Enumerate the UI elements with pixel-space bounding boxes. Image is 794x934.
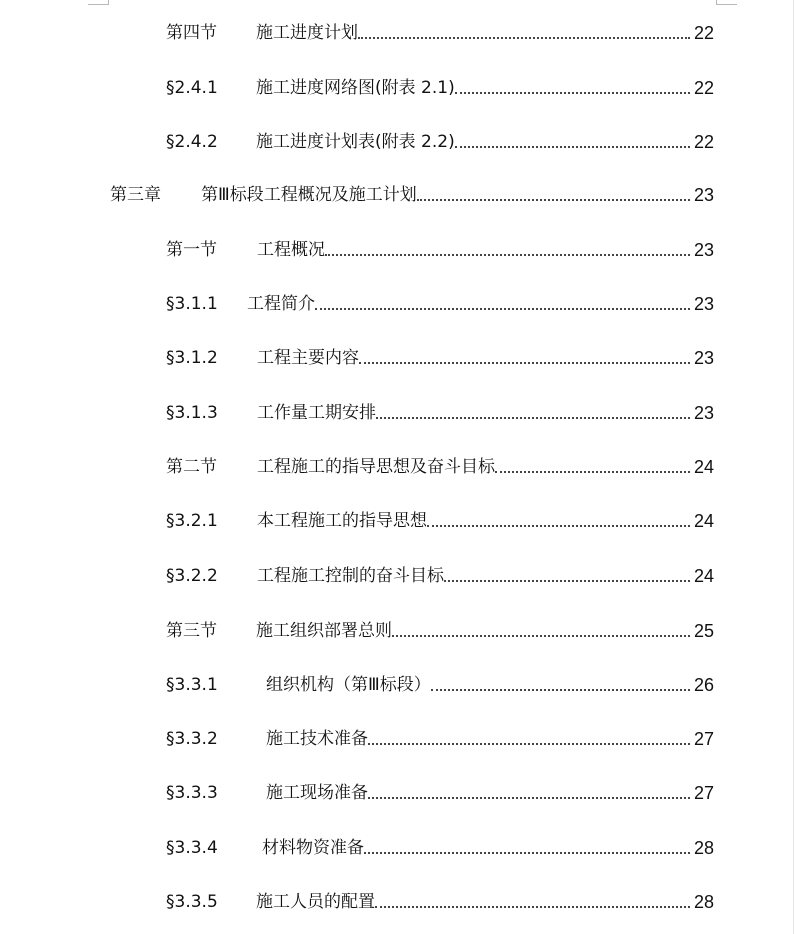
toc-entry[interactable]	[166, 510, 714, 532]
toc-entry-page: 22	[693, 132, 714, 152]
toc-entry-number: §3.3.2	[166, 729, 218, 749]
toc-entry-title: 工程施工的指导思想及奋斗目标	[257, 457, 495, 477]
toc-leader-dots	[315, 293, 690, 315]
toc-entry-title: 第Ⅲ标段工程概况及施工计划	[201, 185, 417, 205]
toc-leader-dots	[427, 510, 690, 532]
toc-entry[interactable]	[166, 620, 714, 642]
toc-leader-dots	[392, 620, 690, 642]
toc-entry-title: 工程概况	[257, 240, 325, 260]
toc-entry[interactable]	[166, 837, 714, 859]
toc-entry-number: §3.2.1	[166, 511, 218, 531]
toc-leader-dots	[376, 402, 690, 424]
toc-entry-page: 22	[693, 78, 714, 98]
toc-entry-title: 施工进度计划表(附表 2.2)	[256, 132, 455, 152]
toc-entry-number: §3.3.5	[166, 892, 218, 912]
toc-entry-title: 工作量工期安排	[257, 403, 376, 423]
toc-entry-number: 第二节	[166, 457, 217, 477]
toc-entry-number: §3.3.1	[166, 675, 218, 695]
toc-entry-page: 24	[693, 511, 714, 531]
toc-entry-number: §3.3.3	[166, 783, 218, 803]
toc-entry-page: 22	[693, 23, 714, 43]
toc-entry-page: 24	[693, 457, 714, 477]
toc-leader-dots	[444, 565, 690, 587]
toc-entry-page: 23	[693, 185, 714, 205]
toc-leader-dots	[455, 131, 690, 153]
toc-entry-title: 施工进度网络图(附表 2.1)	[256, 78, 455, 98]
toc-leader-dots	[364, 837, 690, 859]
toc-entry-page: 24	[693, 566, 714, 586]
toc-entry[interactable]	[110, 184, 714, 206]
toc-entry[interactable]	[166, 891, 714, 913]
toc-entry-title: 施工现场准备	[266, 783, 368, 803]
toc-entry-page: 28	[693, 838, 714, 858]
toc-entry-page: 27	[693, 783, 714, 803]
toc-entry-number: §3.1.1	[166, 294, 218, 314]
toc-entry[interactable]	[166, 674, 714, 696]
toc-entry-title: 材料物资准备	[262, 838, 364, 858]
toc-entry[interactable]	[166, 77, 714, 99]
toc-entry-page: 27	[693, 729, 714, 749]
toc-entry-page: 23	[693, 240, 714, 260]
toc-leader-dots	[359, 347, 690, 369]
toc-entry-title: 施工组织部署总则	[256, 621, 392, 641]
toc-leader-dots	[431, 674, 690, 696]
toc-entry-title: 组织机构（第Ⅲ标段）	[266, 675, 431, 695]
toc-entry-number: §3.2.2	[166, 566, 218, 586]
toc-leader-dots	[325, 239, 690, 261]
toc-entry[interactable]	[166, 728, 714, 750]
toc-entry[interactable]	[166, 565, 714, 587]
toc-entry-title: 施工人员的配置	[256, 892, 375, 912]
toc-entry-title: 工程简介	[247, 294, 315, 314]
toc-entry-page: 25	[693, 621, 714, 641]
toc-entry-number: 第三章	[110, 185, 161, 205]
toc-entry-number: 第三节	[166, 621, 217, 641]
toc-entry-number: §2.4.1	[166, 78, 218, 98]
toc-entry-page: 23	[693, 403, 714, 423]
toc-entry-title: 工程施工控制的奋斗目标	[257, 566, 444, 586]
toc-entry[interactable]	[166, 22, 714, 44]
toc-entry-number: 第一节	[166, 240, 217, 260]
toc-leader-dots	[375, 891, 690, 913]
toc-entry-title: 工程主要内容	[257, 348, 359, 368]
toc-entry-page: 26	[693, 675, 714, 695]
toc-entry-number: §2.4.2	[166, 132, 218, 152]
toc-entry-number: §3.1.2	[166, 348, 218, 368]
toc-entry[interactable]	[166, 347, 714, 369]
toc-entry-number: §3.1.3	[166, 403, 218, 423]
toc-entry-title: 施工技术准备	[266, 729, 368, 749]
toc-entry-number: §3.3.4	[166, 838, 218, 858]
toc-entry[interactable]	[166, 131, 714, 153]
toc-leader-dots	[455, 77, 690, 99]
toc-entry-page: 28	[693, 892, 714, 912]
toc-entry-page: 23	[693, 294, 714, 314]
toc-entry-number: 第四节	[166, 23, 217, 43]
toc-leader-dots	[495, 456, 690, 478]
toc-entry-title: 施工进度计划	[256, 23, 358, 43]
toc-entry[interactable]	[166, 239, 714, 261]
toc-entry[interactable]	[166, 402, 714, 424]
toc-leader-dots	[417, 184, 690, 206]
toc-entry[interactable]	[166, 456, 714, 478]
toc-entry[interactable]	[166, 782, 714, 804]
toc-entry[interactable]	[166, 293, 714, 315]
toc-leader-dots	[368, 728, 690, 750]
toc-leader-dots	[368, 782, 690, 804]
toc-entry-page: 23	[693, 348, 714, 368]
toc-entry-title: 本工程施工的指导思想	[257, 511, 427, 531]
toc-leader-dots	[358, 22, 690, 44]
